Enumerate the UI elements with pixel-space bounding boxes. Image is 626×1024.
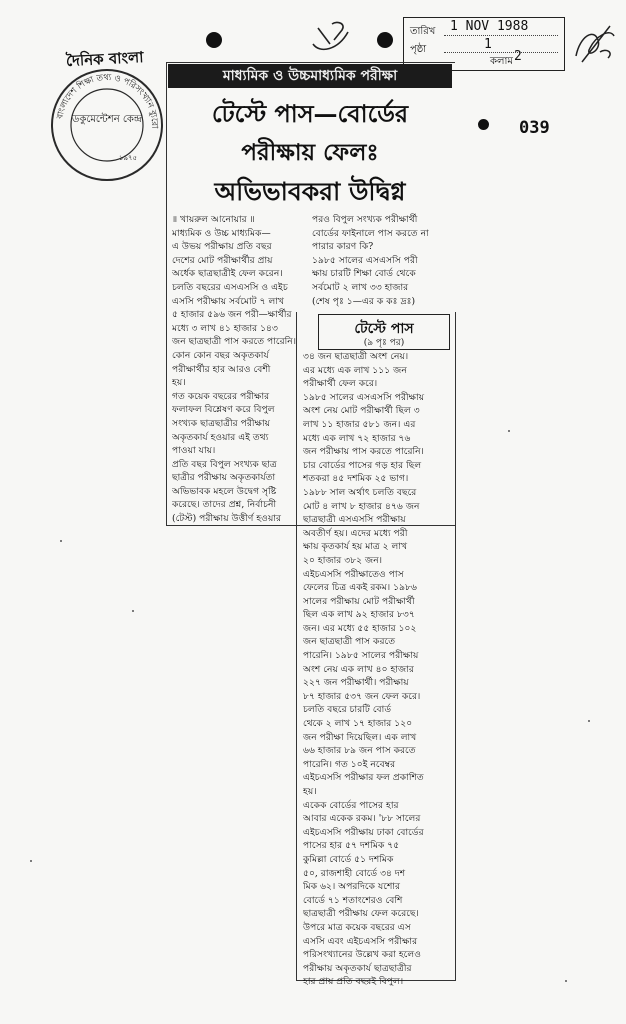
article-line: পরিসংখ্যানের উল্লেখ করা হলেও xyxy=(303,949,421,961)
article-line: পাসের হার ৫৭ দশমিক ৭৫ xyxy=(303,840,400,852)
article-line: এর মধ্যে এক লাখ ১১১ জন xyxy=(303,364,407,376)
article-line: অভিভাবক মহলে উদ্বেগ সৃষ্টি xyxy=(172,485,277,497)
speck xyxy=(508,430,510,432)
article-line: ॥ খায়রুল আনোয়ার ॥ xyxy=(172,214,255,225)
article-line: ২০ হাজার ৩৮২ জন। xyxy=(303,554,383,566)
page-number: 039 xyxy=(519,118,550,138)
headline-line-3: অভিভাবকরা উদ্বিগ্ন xyxy=(214,177,406,206)
article-column-left xyxy=(172,213,307,526)
article-line: এসসি পরীক্ষায় সর্বমোট ৭ লাখ xyxy=(172,295,285,307)
article-line: কোন কোন বছর অকৃতকার্য xyxy=(172,349,269,361)
headline-line-1: টেস্টে পাস—বোর্ডের xyxy=(211,99,409,128)
article-line: থেকে ২ লাখ ১৭ হাজার ১২০ xyxy=(303,718,413,730)
article-line: গত কয়েক বছরের পরীক্ষার xyxy=(172,390,270,402)
article-line: বোর্ডে ৭১ শতাংশেরও বেশি xyxy=(303,894,403,906)
article-line: কুমিল্লা বোর্ডে ৫১ দশমিক xyxy=(303,853,394,865)
article-line: ক্ষায় কৃতকার্য হয় মাত্র ২ লাখ xyxy=(303,541,408,553)
article-line: ছাত্রীর পরীক্ষায় অকৃতকার্যতা xyxy=(172,472,276,484)
article-line: উপরে মাত্র কয়েক বছরের এস xyxy=(303,921,411,933)
article-line: হয়। xyxy=(303,786,317,797)
page-label: পৃষ্ঠা xyxy=(410,44,427,55)
newspaper-name: দৈনিক বাংলা xyxy=(65,47,144,71)
article-line: এইচএসসি পরীক্ষার ফল প্রকাশিত xyxy=(303,772,424,784)
article-line: জন ছাত্রছাত্রী পাস করতে পারেনি। xyxy=(172,336,297,348)
article-line: সর্বমোট ২ লাখ ৩৩ হাজার xyxy=(312,281,409,293)
article-line: ছাত্রছাত্রী এসএসসি পরীক্ষায় xyxy=(303,514,406,526)
stamp-center-text: ডকুমেন্টেশন কেন্দ্র xyxy=(71,114,143,125)
subhead-title: টেস্টে পাস xyxy=(354,321,414,337)
article-line: পরীক্ষার্থীর হার আরও বেশী xyxy=(172,363,271,375)
punch-hole-margin xyxy=(478,119,489,130)
article-line: পরীক্ষার্থী ফেল করে। xyxy=(303,378,378,390)
article-line: সালের পরীক্ষায় মোট পরীক্ষার্থী xyxy=(303,595,415,607)
article-line: মধ্যে ৩ লাখ ৪১ হাজার ১৪৩ xyxy=(172,322,278,334)
article-line: ফলাফল বিশ্লেষণ করে বিপুল xyxy=(172,404,275,416)
article-line: বোর্ডের ফাইনালে পাস করতে না xyxy=(312,227,429,239)
speck xyxy=(132,610,134,612)
subhead-box xyxy=(318,314,450,350)
article-line: ছিল এক লাখ ৯২ হাজার ৮৩৭ xyxy=(303,609,415,621)
article-line: ৮৭ হাজার ৫৩৭ জন ফেল করে। xyxy=(303,690,421,702)
article-line: পাওয়া যায়। xyxy=(172,445,216,457)
article-line: মাধ্যমিক ও উচ্চ মাধ্যমিক— xyxy=(172,227,271,239)
article-line: ৩৪ জন ছাত্রছাত্রী অংশ নেয়। xyxy=(303,351,409,362)
article-line: জন পরীক্ষা দিয়েছিল। এক লাখ xyxy=(303,731,417,743)
speck xyxy=(30,860,32,862)
article-line: এসসি এবং এইচএসসি পরীক্ষার xyxy=(303,935,418,947)
article-line: ফেলের চিত্র একই রকম। ১৯৮৬ xyxy=(303,582,417,594)
article-column-right-top xyxy=(312,213,452,308)
article-line: জন পরীক্ষায় পাস করতে পারেনি। xyxy=(303,446,424,458)
article-line: (শেষ পৃঃ ১—এর ক কঃ দ্রঃ) xyxy=(312,295,416,307)
article-line: মধ্যে এক লাখ ৭২ হাজার ৭৬ xyxy=(303,432,411,444)
article-line: হার প্রায় প্রতি বছরই বিপুল। xyxy=(303,976,404,988)
page-value: 1 xyxy=(484,37,492,52)
article-line: মোট ৪ লাখ ৮ হাজার ৪৭৬ জন xyxy=(303,500,420,512)
article-line: করেছে। তাদের প্রশ্ন, নির্বাচনী xyxy=(172,499,277,511)
article-line: পারার কারণ কি? xyxy=(312,241,374,253)
article-line: ছাত্রছাত্রী পরীক্ষায় ফেল করেছে। xyxy=(303,908,419,920)
date-label: তারিখ xyxy=(410,26,436,37)
speck xyxy=(60,540,62,542)
date-value: 1 NOV 1988 xyxy=(450,19,529,34)
speck xyxy=(565,980,567,982)
article-line: দেশের মোট পরীক্ষার্থীর প্রায় xyxy=(172,254,273,266)
headline-kicker: মাধ্যমিক ও উচ্চমাধ্যমিক পরীক্ষা xyxy=(168,64,452,88)
article-line: ১৯৮৮ সাল অর্থাৎ চলতি বছরে xyxy=(303,486,417,498)
archive-stamp xyxy=(48,66,166,184)
article-line: জন। এর মধ্যে ৫৫ হাজার ১০২ xyxy=(303,622,417,634)
article-line: অর্ধেক ছাত্রছাত্রীই ফেল করেন। xyxy=(172,268,283,280)
article-line: অংশ নেয় মোট পরীক্ষার্থী ছিল ৩ xyxy=(303,405,420,417)
article-line: আবার একেক রকম। '৮৮ সালের xyxy=(303,813,421,825)
article-line: একেক বোর্ডের পাসের হার xyxy=(303,799,399,811)
article-line: ৫ হাজার ৫৯৬ জন পরী—ক্ষার্থীর xyxy=(172,309,292,321)
article-line: পারেনি। গত ১০ই নবেম্বর xyxy=(303,758,396,770)
stamp-ring-text: বাংলাদেশ শিক্ষা তথ্য ও পরিসংখ্যান ব্যুরো xyxy=(55,72,160,129)
punch-hole-right xyxy=(377,32,393,48)
article-line: চার বোর্ডের পাসের গড় হার ছিল xyxy=(303,459,422,471)
article-line: প্রতি বছর বিপুল সংখ্যক ছাত্র xyxy=(172,458,277,470)
speck xyxy=(588,720,590,722)
handwritten-mark-icon xyxy=(308,14,354,60)
article-line: পারেনি। ১৯৮৫ সালের পরীক্ষায় xyxy=(303,650,419,662)
stamp-year: ১৯৭৫ xyxy=(118,154,138,162)
article-line: ৬৬ হাজার ৮৯ জন পাস করতে xyxy=(303,745,416,757)
article-line: এ উভয় পরীক্ষায় প্রতি বছর xyxy=(172,241,272,253)
article-line: (টেস্ট) পরীক্ষায় উত্তীর্ণ হওয়ার xyxy=(172,513,282,525)
article-line: এইচএসসি পরীক্ষাতেও পাস xyxy=(303,568,404,580)
subhead-sub: (৯ পৃঃ পর) xyxy=(363,338,405,348)
article-line: ১৯৮৫ সালের এসএসসি পরী xyxy=(312,254,418,266)
article-line: এইচএসসি পরীক্ষায় ঢাকা বোর্ডের xyxy=(303,826,424,838)
column-value: 2 xyxy=(514,49,522,64)
article-line: চলতি বছরে চারটি বোর্ড xyxy=(303,704,392,716)
article-line: অংশ নেয় এক লাখ ৪০ হাজার xyxy=(303,663,414,675)
punch-hole-left xyxy=(206,32,222,48)
article-column-right xyxy=(303,350,449,989)
article-line: মিক ৬২। অপরদিকে যশোর xyxy=(303,881,401,893)
article-line: পরীক্ষায় অকৃতকার্য ছাত্রছাত্রীর xyxy=(303,962,412,974)
article-line: অকৃতকার্য হওয়ার এই তথ্য xyxy=(172,431,269,443)
headline-line-2: পরীক্ষায় ফেলঃ xyxy=(241,139,379,166)
signature-icon xyxy=(570,22,620,68)
article-line: অবতীর্ণ হয়। এদের মধ্যে পরী xyxy=(303,527,408,539)
article-line: পরও বিপুল সংখ্যক পরীক্ষার্থী xyxy=(312,214,418,225)
article-line: শতকরা ৪৫ দশমিক ২৫ ভাগ। xyxy=(303,473,409,485)
article-line: হয়। xyxy=(172,377,186,389)
article-line: চলতি বছরের এসএসসি ও এইচ xyxy=(172,281,288,293)
column-label: কলাম xyxy=(490,56,513,67)
article-line: ১৯৮৫ সালের এসএসসি পরীক্ষায় xyxy=(303,391,425,403)
article-line: ক্ষায় চারটি শিক্ষা বোর্ড থেকে xyxy=(312,268,416,280)
article-line: সংখ্যক ছাত্রছাত্রীর পরীক্ষায় xyxy=(172,417,271,429)
article-line: জন ছাত্রছাত্রী পাস করতে xyxy=(303,636,396,648)
article-line: ২২৭ জন পরীক্ষার্থী। পরীক্ষায় xyxy=(303,677,409,689)
article-line: ৫০, রাজশাহী বোর্ডে ৩৪ দশ xyxy=(303,867,406,879)
article-line: লাখ ১১ হাজার ৫৮১ জন। এর xyxy=(303,418,416,430)
